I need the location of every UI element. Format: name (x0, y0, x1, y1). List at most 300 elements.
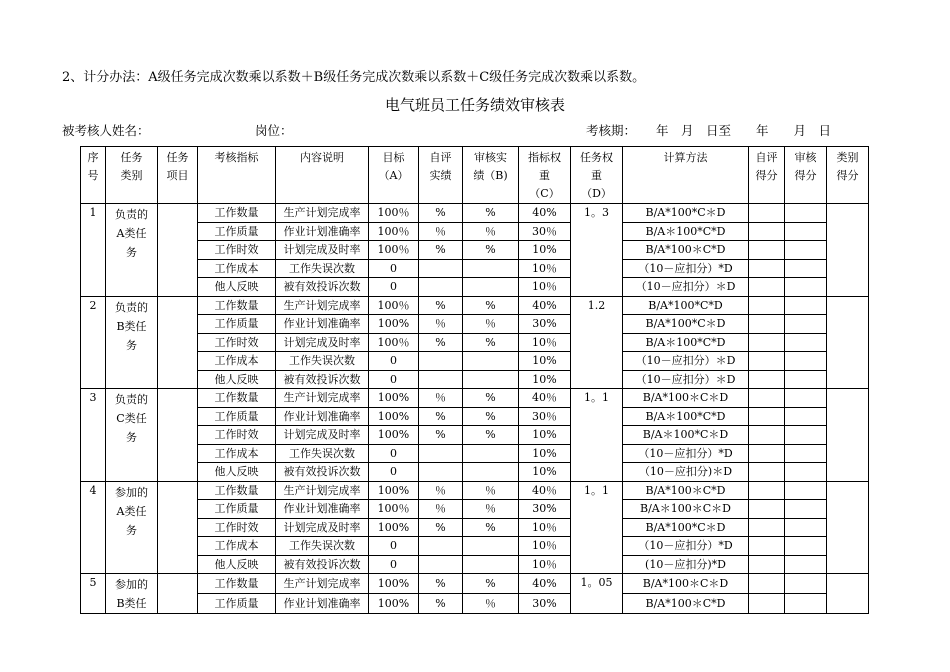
task-item-cell (158, 481, 198, 574)
table-row (81, 370, 869, 389)
task-category-text: 负责的 (115, 208, 148, 221)
seq-cell: 3 (81, 389, 106, 482)
audit-score-cell (785, 352, 827, 371)
description-cell: 作业计划准确率 (276, 594, 369, 614)
indicator-cell: 工作数量 (198, 481, 276, 500)
self-score-cell (749, 463, 785, 482)
task-category-cell (106, 204, 158, 297)
self-score-cell (749, 278, 785, 297)
column-header-text: 序 (87, 151, 99, 164)
audit-score-cell (785, 204, 827, 223)
description-cell: 计划完成及时率 (276, 333, 369, 352)
self-actual-cell (419, 555, 463, 574)
column-header-text: 重 (539, 169, 550, 182)
target-cell: 0 (369, 370, 419, 389)
formula-cell: B/A＊100*C*D (623, 222, 749, 241)
description-cell: 作业计划准确率 (276, 315, 369, 334)
audit-score-cell (785, 389, 827, 408)
column-header-text: 号 (87, 169, 99, 182)
self-actual-cell: ％ (419, 389, 463, 408)
table-row (81, 537, 869, 556)
column-header-text: 计算方法 (663, 151, 708, 164)
audit-actual-cell (463, 278, 519, 297)
target-cell: 0 (369, 278, 419, 297)
indicator-cell: 工作成本 (198, 444, 276, 463)
audit-actual-cell: % (463, 574, 519, 594)
formula-cell: B/A*100＊C*D (623, 594, 749, 614)
self-actual-cell: % (419, 426, 463, 445)
column-header-text: 类别 (120, 169, 143, 182)
weight-cell: 10％ (519, 555, 571, 574)
self-score-cell (749, 222, 785, 241)
column-header (827, 147, 869, 204)
audit-actual-cell: ％ (463, 315, 519, 334)
self-score-cell (749, 389, 785, 408)
self-actual-cell (419, 444, 463, 463)
table-row (81, 222, 869, 241)
task-category-cell (106, 481, 158, 574)
task-category-text: C类任 (116, 412, 147, 425)
description-cell: 计划完成及时率 (276, 426, 369, 445)
table-row (81, 241, 869, 260)
self-actual-cell: % (419, 594, 463, 614)
indicator-cell: 工作成本 (198, 259, 276, 278)
column-header (519, 147, 571, 204)
table-row (81, 555, 869, 574)
formula-cell: B/A*100*C＊D (623, 204, 749, 223)
self-actual-cell (419, 278, 463, 297)
indicator-cell: 工作时效 (198, 426, 276, 445)
formula-cell: B/A＊100*C*D (623, 407, 749, 426)
target-cell: 100％ (369, 333, 419, 352)
audit-score-cell (785, 407, 827, 426)
column-header-text: 自评 (429, 151, 452, 164)
category-score-cell (827, 296, 869, 389)
indicator-cell: 他人反映 (198, 463, 276, 482)
post-label: 岗位： (255, 123, 293, 138)
table-row (81, 500, 869, 519)
description-cell: 工作失误次数 (276, 537, 369, 556)
self-score-cell (749, 370, 785, 389)
self-actual-cell: % (419, 574, 463, 594)
indicator-cell: 工作质量 (198, 594, 276, 614)
column-header-text: （D） (581, 187, 612, 200)
weight-cell: 40％ (519, 389, 571, 408)
weight-cell: 30％ (519, 407, 571, 426)
table-row (81, 352, 869, 371)
self-actual-cell: ％ (419, 315, 463, 334)
column-header-text: 重 (591, 169, 602, 182)
formula-cell: B/A*100＊C*D (623, 481, 749, 500)
indicator-cell: 工作数量 (198, 574, 276, 594)
description-cell: 作业计划准确率 (276, 407, 369, 426)
formula-cell: （10－应扣分)＊D (623, 463, 749, 482)
weight-cell: 10％ (519, 278, 571, 297)
column-header-text: 目标 (382, 151, 405, 164)
self-actual-cell: ％ (419, 222, 463, 241)
column-header (106, 147, 158, 204)
self-actual-cell: ％ (419, 481, 463, 500)
column-header (369, 147, 419, 204)
description-cell: 被有效投诉次数 (276, 463, 369, 482)
weight-cell: 10% (519, 241, 571, 260)
self-actual-cell: % (419, 333, 463, 352)
target-cell: 100% (369, 389, 419, 408)
indicator-cell: 他人反映 (198, 555, 276, 574)
weight-cell: 40% (519, 574, 571, 594)
weight-cell: 10％ (519, 333, 571, 352)
column-header-text: 得分 (794, 169, 817, 182)
table-row (81, 315, 869, 334)
self-actual-cell: % (419, 204, 463, 223)
task-category-text: 负责的 (115, 300, 148, 314)
weight-cell: 40% (519, 296, 571, 315)
self-actual-cell: ％ (419, 500, 463, 519)
category-score-cell (827, 389, 869, 482)
audit-score-cell (785, 259, 827, 278)
description-cell: 生产计划完成率 (276, 204, 369, 223)
column-header-text: 得分 (755, 169, 778, 182)
column-header-text: 项目 (166, 169, 189, 182)
target-cell: 100％ (369, 241, 419, 260)
formula-cell: （10－应扣分）＊D (623, 278, 749, 297)
audit-score-cell (785, 463, 827, 482)
column-header (419, 147, 463, 204)
task-weight-cell: 1。1 (571, 481, 623, 574)
category-score-cell (827, 481, 869, 574)
task-category-cell (106, 389, 158, 482)
weight-cell: 10% (519, 463, 571, 482)
column-header-text: （C） (529, 187, 560, 200)
table-row (81, 296, 869, 315)
column-header (785, 147, 827, 204)
self-score-cell (749, 315, 785, 334)
audit-score-cell (785, 500, 827, 519)
target-cell: 100％ (369, 500, 419, 519)
audit-actual-cell: % (463, 518, 519, 537)
description-cell: 作业计划准确率 (276, 222, 369, 241)
indicator-cell: 工作数量 (198, 296, 276, 315)
table-header-row (81, 147, 869, 204)
table-row (81, 407, 869, 426)
description-cell: 生产计划完成率 (276, 574, 369, 594)
self-actual-cell (419, 537, 463, 556)
formula-cell: B/A*100＊C*D (623, 241, 749, 260)
audit-actual-cell: ％ (463, 222, 519, 241)
examinee-name-label: 被考核人姓名： (62, 123, 150, 138)
audit-score-cell (785, 574, 827, 594)
seq-cell: 5 (81, 574, 106, 614)
target-cell: 100% (369, 594, 419, 614)
task-item-cell (158, 296, 198, 389)
weight-cell: 10％ (519, 259, 571, 278)
indicator-cell: 工作质量 (198, 407, 276, 426)
column-header-text: 内容说明 (300, 151, 344, 164)
self-score-cell (749, 594, 785, 614)
description-cell: 计划完成及时率 (276, 241, 369, 260)
seq-cell: 1 (81, 204, 106, 297)
self-score-cell (749, 500, 785, 519)
description-cell: 工作失误次数 (276, 352, 369, 371)
self-score-cell (749, 426, 785, 445)
target-cell: 0 (369, 444, 419, 463)
self-score-cell (749, 259, 785, 278)
period-value: 年 月 日至 年 月 日 (656, 123, 832, 138)
task-item-cell (158, 574, 198, 614)
audit-score-cell (785, 315, 827, 334)
description-cell: 被有效投诉次数 (276, 555, 369, 574)
self-score-cell (749, 333, 785, 352)
column-header-text: 类别 (836, 151, 859, 164)
target-cell: 100％ (369, 222, 419, 241)
self-score-cell (749, 481, 785, 500)
target-cell: 100% (369, 407, 419, 426)
audit-score-cell (785, 241, 827, 260)
task-category-text: 参加的 (115, 485, 148, 499)
task-category-text: A类任 (116, 227, 147, 240)
weight-cell: 10% (519, 352, 571, 371)
weight-cell: 30% (519, 594, 571, 614)
weight-cell: 40％ (519, 481, 571, 500)
column-header-text: 考核指标 (214, 151, 259, 164)
task-category-text: A类任 (116, 504, 147, 518)
description-cell: 生产计划完成率 (276, 481, 369, 500)
column-header (81, 147, 106, 204)
self-score-cell (749, 241, 785, 260)
formula-cell: B/A*100＊C＊D (623, 389, 749, 408)
indicator-cell: 他人反映 (198, 278, 276, 297)
formula-cell: （10－应扣分）＊D (623, 370, 749, 389)
column-header (463, 147, 519, 204)
task-category-text: B类任 (116, 319, 147, 333)
audit-actual-cell: % (463, 296, 519, 315)
task-item-cell (158, 204, 198, 297)
task-category-text: 务 (126, 338, 137, 352)
task-weight-cell: 1。1 (571, 389, 623, 482)
formula-cell: （10－应扣分）*D (623, 444, 749, 463)
audit-score-cell (785, 296, 827, 315)
column-header (158, 147, 198, 204)
audit-actual-cell: ％ (463, 481, 519, 500)
formula-cell: B/A*100＊C＊D (623, 574, 749, 594)
audit-score-cell (785, 426, 827, 445)
task-category-text: 务 (126, 431, 137, 444)
self-actual-cell: % (419, 407, 463, 426)
column-header-text: （A） (378, 169, 409, 182)
task-item-cell (158, 389, 198, 482)
column-header-text: 绩（B) (473, 169, 508, 182)
table-row (81, 594, 869, 614)
description-cell: 生产计划完成率 (276, 296, 369, 315)
audit-score-cell (785, 555, 827, 574)
indicator-cell: 工作成本 (198, 537, 276, 556)
self-score-cell (749, 537, 785, 556)
self-actual-cell (419, 370, 463, 389)
target-cell: 100% (369, 518, 419, 537)
task-category-text: B类任 (116, 597, 147, 610)
audit-actual-cell: ％ (463, 594, 519, 614)
formula-cell: B/A＊100*C＊D (623, 426, 749, 445)
table-row (81, 259, 869, 278)
audit-score-cell (785, 481, 827, 500)
formula-cell: B/A＊100*C*D (623, 333, 749, 352)
target-cell: 0 (369, 352, 419, 371)
column-header (571, 147, 623, 204)
audit-score-cell (785, 333, 827, 352)
indicator-cell: 工作数量 (198, 204, 276, 223)
self-score-cell (749, 555, 785, 574)
target-cell: 0 (369, 555, 419, 574)
formula-cell: B/A*100*C＊D (623, 518, 749, 537)
self-actual-cell (419, 352, 463, 371)
description-cell: 被有效投诉次数 (276, 278, 369, 297)
description-cell: 生产计划完成率 (276, 389, 369, 408)
target-cell: 100％ (369, 296, 419, 315)
form-title: 电气班员工任务绩效审核表 (384, 96, 565, 114)
self-actual-cell: % (419, 296, 463, 315)
column-header-text: 任务 (120, 151, 143, 164)
table-row (81, 518, 869, 537)
indicator-cell: 工作质量 (198, 315, 276, 334)
table-row (81, 426, 869, 445)
target-cell: 0 (369, 537, 419, 556)
indicator-cell: 工作质量 (198, 222, 276, 241)
indicator-cell: 工作数量 (198, 389, 276, 408)
column-header (276, 147, 369, 204)
column-header-text: 指标权 (528, 151, 561, 164)
indicator-cell: 工作时效 (198, 518, 276, 537)
self-score-cell (749, 296, 785, 315)
weight-cell: 10％ (519, 537, 571, 556)
weight-cell: 10％ (519, 518, 571, 537)
audit-score-cell (785, 278, 827, 297)
column-header-text: 自评 (755, 151, 778, 164)
description-cell: 工作失误次数 (276, 444, 369, 463)
weight-cell: 10% (519, 426, 571, 445)
column-header-text: 任务权 (580, 151, 613, 164)
period-label: 考核期： (586, 123, 637, 138)
audit-actual-cell: % (463, 389, 519, 408)
formula-cell: (10－应扣分)*D (623, 555, 749, 574)
task-category-text: 负责的 (115, 393, 148, 406)
task-category-cell (106, 574, 158, 614)
audit-actual-cell (463, 555, 519, 574)
indicator-cell: 工作时效 (198, 333, 276, 352)
table-row (81, 463, 869, 482)
column-header-text: 实绩 (429, 169, 452, 182)
column-header (749, 147, 785, 204)
table-row (81, 333, 869, 352)
audit-actual-cell (463, 444, 519, 463)
category-score-cell (827, 574, 869, 614)
self-score-cell (749, 444, 785, 463)
weight-cell: 30％ (519, 222, 571, 241)
audit-actual-cell (463, 352, 519, 371)
table-row (81, 204, 869, 223)
target-cell: 0 (369, 463, 419, 482)
formula-cell: B/A*100*C＊D (623, 315, 749, 334)
self-actual-cell (419, 463, 463, 482)
audit-actual-cell: ％ (463, 500, 519, 519)
audit-actual-cell (463, 463, 519, 482)
task-weight-cell: 1。3 (571, 204, 623, 297)
audit-score-cell (785, 370, 827, 389)
column-header-text: 得分 (836, 169, 859, 182)
audit-actual-cell: % (463, 241, 519, 260)
table-row (81, 278, 869, 297)
audit-score-cell (785, 518, 827, 537)
target-cell: 100％ (369, 204, 419, 223)
target-cell: 100% (369, 481, 419, 500)
audit-actual-cell (463, 370, 519, 389)
table-row (81, 481, 869, 500)
audit-actual-cell: % (463, 407, 519, 426)
audit-actual-cell: % (463, 333, 519, 352)
description-cell: 作业计划准确率 (276, 500, 369, 519)
indicator-cell: 工作成本 (198, 352, 276, 371)
weight-cell: 10% (519, 444, 571, 463)
audit-actual-cell (463, 537, 519, 556)
weight-cell: 40% (519, 204, 571, 223)
self-score-cell (749, 352, 785, 371)
category-score-cell (827, 204, 869, 297)
description-cell: 计划完成及时率 (276, 518, 369, 537)
column-header-text: 审核 (794, 151, 817, 164)
task-category-text: 务 (126, 523, 137, 537)
self-score-cell (749, 574, 785, 594)
audit-score-cell (785, 537, 827, 556)
task-category-text: 参加的 (115, 578, 148, 591)
indicator-cell: 工作时效 (198, 241, 276, 260)
formula-cell: （10－应扣分）*D (623, 259, 749, 278)
scoring-method-note: 2、计分办法：A级任务完成次数乘以系数＋B级任务完成次数乘以系数＋C级任务完成次数乘以系数。 (62, 70, 646, 85)
audit-score-cell (785, 222, 827, 241)
weight-cell: 30% (519, 500, 571, 519)
column-header (198, 147, 276, 204)
self-actual-cell: % (419, 518, 463, 537)
target-cell: 100% (369, 315, 419, 334)
table-row (81, 444, 869, 463)
table-row (81, 574, 869, 594)
table-row (81, 389, 869, 408)
target-cell: 0 (369, 259, 419, 278)
description-cell: 工作失误次数 (276, 259, 369, 278)
task-weight-cell: 1.2 (571, 296, 623, 389)
audit-score-cell (785, 594, 827, 614)
description-cell: 被有效投诉次数 (276, 370, 369, 389)
task-category-text: 务 (126, 246, 137, 259)
indicator-cell: 他人反映 (198, 370, 276, 389)
column-header (623, 147, 749, 204)
performance-table (80, 146, 869, 614)
formula-cell: （10－应扣分）*D (623, 537, 749, 556)
weight-cell: 30% (519, 315, 571, 334)
indicator-cell: 工作质量 (198, 500, 276, 519)
audit-score-cell (785, 444, 827, 463)
self-score-cell (749, 204, 785, 223)
seq-cell: 2 (81, 296, 106, 389)
task-category-cell (106, 296, 158, 389)
target-cell: 100% (369, 426, 419, 445)
audit-actual-cell: % (463, 204, 519, 223)
seq-cell: 4 (81, 481, 106, 574)
self-actual-cell (419, 259, 463, 278)
column-header-text: 任务 (166, 151, 189, 164)
audit-actual-cell: % (463, 426, 519, 445)
weight-cell: 10% (519, 370, 571, 389)
target-cell: 100% (369, 574, 419, 594)
self-score-cell (749, 518, 785, 537)
